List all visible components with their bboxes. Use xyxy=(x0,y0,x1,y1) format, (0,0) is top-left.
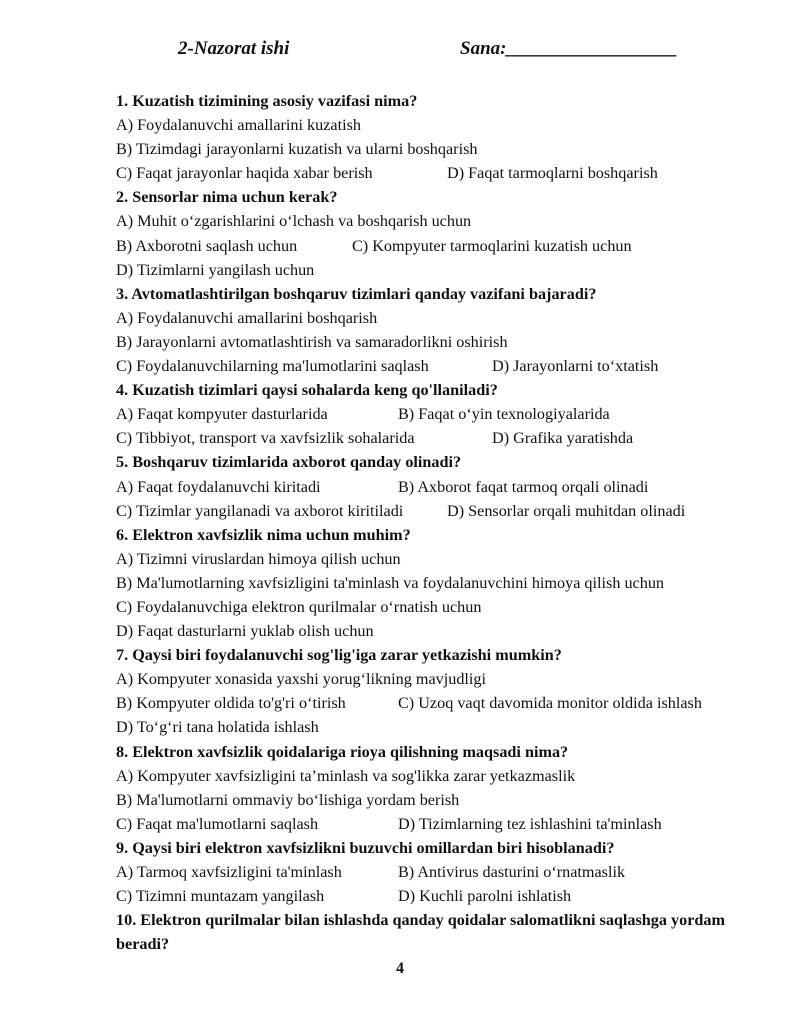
q4-option-a: A) Faqat kompyuter dasturlarida xyxy=(116,405,328,424)
q4-option-c: C) Tibbiyot, transport va xavfsizlik sohalarida xyxy=(116,429,415,448)
q4-option-b: B) Faqat o‘yin texnologiyalarida xyxy=(398,405,610,424)
date-field: Sana:__________________ xyxy=(460,38,678,59)
q7-option-a: A) Kompyuter xonasida yaxshi yorug‘likning mavjudligi xyxy=(116,670,487,689)
q9-option-a: A) Tarmoq xavfsizligini ta'minlash xyxy=(116,863,342,881)
q8-option-a: A) Kompyuter xavfsizligini ta’minlash va sog'likka zarar yetkazmaslik xyxy=(116,766,576,785)
q8-option-b: B) Ma'lumotlarni ommaviy bo‘lishiga yordam berish xyxy=(116,790,460,809)
test-title: 2-Nazorat ishi xyxy=(178,38,290,59)
q8-option-d: D) Tizimlarning tez ishlashini ta'minlash xyxy=(398,814,662,833)
q7-options-bc xyxy=(116,691,766,715)
question-6: 6. Elektron xavfsizlik nima uchun muhim? xyxy=(116,525,411,544)
question-2: 2. Sensorlar nima uchun kerak? xyxy=(116,188,338,207)
header xyxy=(0,38,800,64)
q6-option-a: A) Tizimni viruslardan himoya qilish uchun xyxy=(116,549,401,568)
q1-option-c: C) Faqat jarayonlar haqida xabar berish xyxy=(116,164,373,183)
q2-option-d: D) Tizimlarni yangilash uchun xyxy=(116,260,315,279)
question-8: 8. Elektron xavfsizlik qoidalariga rioya qilishning maqsadi nima? xyxy=(116,742,569,761)
question-7: 7. Qaysi biri foydalanuvchi sog'lig'iga zarar yetkazishi mumkin? xyxy=(116,646,562,665)
q1-options-cd xyxy=(116,161,766,185)
question-10: 10. Elektron qurilmalar bilan ishlashda qanday qoidalar salomatlikni saqlashga yordam beradi? xyxy=(116,911,725,954)
q4-options-ab xyxy=(116,402,766,426)
q3-option-c: C) Foydalanuvchilarning ma'lumotlarini saqlash xyxy=(116,357,429,376)
question-5: 5. Boshqaruv tizimlarida axborot qanday olinadi? xyxy=(116,453,462,472)
q2-option-a: A) Muhit o‘zgarishlarini o‘lchash va boshqarish uchun xyxy=(116,212,472,231)
q5-options-ab xyxy=(116,475,766,499)
q2-options-bc xyxy=(116,234,766,258)
q3-option-b: B) Jarayonlarni avtomatlashtirish va samaradorlikni oshirish xyxy=(116,332,508,351)
q3-option-a: A) Foydalanuvchi amallarini boshqarish xyxy=(116,308,378,327)
q9-options-ab xyxy=(116,860,766,884)
q8-options-cd xyxy=(116,812,766,836)
q7-option-d: D) To‘g‘ri tana holatida ishlash xyxy=(116,718,319,737)
q5-option-c: C) Tizimlar yangilanadi va axborot kiritiladi xyxy=(116,501,404,520)
q9-option-b: B) Antivirus dasturini o‘rnatmaslik xyxy=(398,863,626,881)
q1-option-d: D) Faqat tarmoqlarni boshqarish xyxy=(447,164,658,183)
q9-option-c: C) Tizimni muntazam yangilash xyxy=(116,887,325,906)
q5-option-a: A) Faqat foydalanuvchi kiritadi xyxy=(116,477,321,496)
question-4: 4. Kuzatish tizimlari qaysi sohalarda keng qo'llaniladi? xyxy=(116,381,498,400)
question-list xyxy=(116,89,766,956)
q1-option-a: A) Foydalanuvchi amallarini kuzatish xyxy=(116,116,361,135)
q5-options-cd xyxy=(116,499,766,523)
q2-option-b: B) Axborotni saqlash uchun xyxy=(116,236,298,255)
question-1: 1. Kuzatish tizimining asosiy vazifasi nima? xyxy=(116,92,418,110)
q4-options-cd xyxy=(116,426,766,450)
question-9: 9. Qaysi biri elektron xavfsizlikni buzuvchi omillardan biri hisoblanadi? xyxy=(116,838,615,857)
q8-option-c: C) Faqat ma'lumotlarni saqlash xyxy=(116,814,319,833)
q7-option-c: C) Uzoq vaqt davomida monitor oldida ishlash xyxy=(398,694,702,713)
q9-option-d: D) Kuchli parolni ishlatish xyxy=(398,887,572,906)
q6-option-c: C) Foydalanuvchiga elektron qurilmalar o‘rnatish uchun xyxy=(116,597,482,616)
q3-option-d: D) Jarayonlarni to‘xtatish xyxy=(492,357,659,376)
q6-option-d: D) Faqat dasturlarni yuklab olish uchun xyxy=(116,622,374,641)
q9-options-cd xyxy=(116,884,766,908)
q5-option-b: B) Axborot faqat tarmoq orqali olinadi xyxy=(398,477,649,496)
q1-option-b: B) Tizimdagi jarayonlarni kuzatish va ularni boshqarish xyxy=(116,140,478,159)
page-number: 4 xyxy=(396,960,404,977)
q4-option-d: D) Grafika yaratishda xyxy=(492,429,634,448)
q6-option-b: B) Ma'lumotlarning xavfsizligini ta'minlash va foydalanuvchini himoya qilish uchun xyxy=(116,573,665,592)
q5-option-d: D) Sensorlar orqali muhitdan olinadi xyxy=(447,501,686,520)
question-3: 3. Avtomatlashtirilgan boshqaruv tizimlari qanday vazifani bajaradi? xyxy=(116,284,597,303)
q3-options-cd xyxy=(116,354,766,378)
q7-option-b: B) Kompyuter oldida to'g'ri o‘tirish xyxy=(116,694,346,713)
q2-option-c: C) Kompyuter tarmoqlarini kuzatish uchun xyxy=(352,236,632,255)
